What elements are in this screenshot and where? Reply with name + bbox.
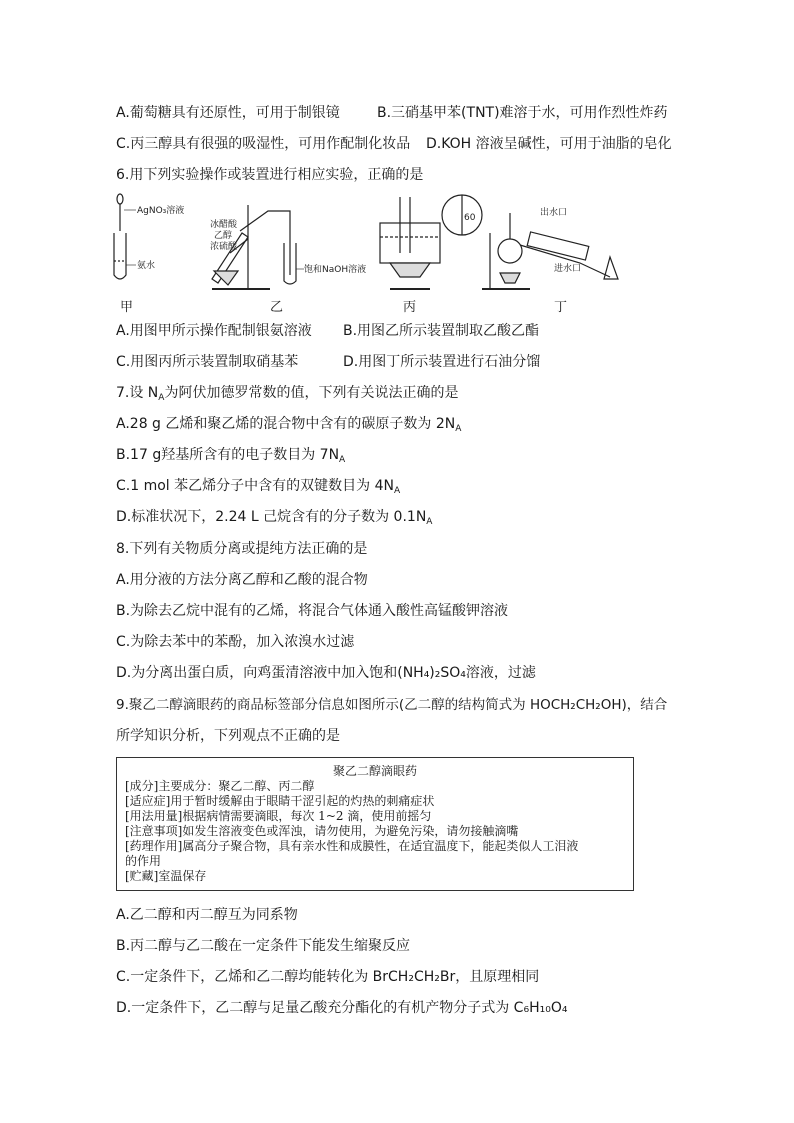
label-row: [注意事项]如发生溶液变色或浑浊，请勿使用，为避免污染，请勿接触滴嘴 (125, 824, 519, 838)
yi-reagent-2: 乙醇 (214, 231, 233, 241)
q6-stem: 6.用下列实验操作或装置进行相应实验，正确的是 (116, 167, 424, 183)
q5-option-a: A.葡萄糖具有还原性，可用于制银镜 (116, 105, 340, 121)
jia-reagent-label: AgNO₃溶液 (137, 206, 185, 216)
q6-option-b: B.用图乙所示装置制取乙酸乙酯 (343, 323, 540, 339)
jia-solution-label: 氨水 (137, 261, 156, 271)
label-row: [适应症]用于暂时缓解由于眼睛干涩引起的灼热的刺痛症状 (125, 794, 435, 808)
q8-stem: 8.下列有关物质分离或提纯方法正确的是 (116, 541, 368, 557)
q8-option-c: C.为除去苯中的苯酚，加入浓溴水过滤 (116, 634, 355, 650)
caption-ding: 丁 (554, 300, 568, 315)
bing-thermometer-reading: 60 (464, 213, 476, 223)
q5-option-d: D.KOH 溶液呈碱性，可用于油脂的皂化 (426, 136, 672, 152)
figure-jia (114, 194, 184, 279)
product-label-box (116, 757, 634, 891)
q7-option-b: B.17 g羟基所含有的电子数目为 $7N_A$ (116, 447, 346, 465)
label-row: 的作用 (125, 854, 162, 868)
label-row: [用法用量]根据病情需要滴眼，每次 1~2 滴，使用前摇匀 (125, 809, 432, 823)
yi-reagent-3: 浓硫酸 (210, 242, 238, 252)
q7-stem: 7.设 $N_A$为阿伏加德罗常数的值，下列有关说法正确的是 (116, 385, 459, 403)
yi-receiver-label: 饱和NaOH溶液 (304, 265, 367, 275)
caption-yi: 乙 (270, 300, 284, 315)
q6-option-a: A.用图甲所示操作配制银氨溶液 (116, 323, 312, 339)
label-row: [药理作用]属高分子聚合物，具有亲水性和成膜性，在适宜温度下，能起类似人工泪液 (125, 839, 579, 853)
ding-inlet-label: 进水口 (554, 264, 582, 274)
q8-option-b: B.为除去乙烷中混有的乙烯，将混合气体通入酸性高锰酸钾溶液 (116, 603, 509, 619)
label-row: [贮藏]室温保存 (125, 869, 207, 883)
figure-bing (380, 195, 482, 289)
q5-option-b: B.三硝基甲苯(TNT)难溶于水，可用作烈性炸药 (377, 105, 668, 121)
figure-yi (210, 205, 366, 289)
q8-option-a: A.用分液的方法分离乙醇和乙酸的混合物 (116, 572, 368, 588)
q5-option-c: C.丙三醇具有很强的吸湿性，可用作配制化妆品 (116, 136, 411, 152)
ding-outlet-label: 出水口 (540, 208, 568, 218)
q9-stem-line2: 所学知识分析，下列观点不正确的是 (116, 728, 340, 744)
q7-option-d: D.标准状况下，2.24 L 己烷含有的分子数为 $0.1N_A$ (116, 509, 433, 527)
q9-option-d: D.一定条件下，乙二醇与足量乙酸充分酯化的有机产物分子式为 C₆H₁₀O₄ (116, 1000, 568, 1016)
figure-ding (482, 206, 618, 289)
q7-option-a: A.28 g 乙烯和聚乙烯的混合物中含有的碳原子数为 $2N_A$ (116, 416, 462, 434)
q9-option-b: B.丙二醇与乙二酸在一定条件下能发生缩聚反应 (116, 938, 411, 954)
q6-option-d: D.用图丁所示装置进行石油分馏 (343, 354, 541, 370)
q8-option-d: D.为分离出蛋白质，向鸡蛋清溶液中加入饱和(NH₄)₂SO₄溶液，过滤 (116, 665, 536, 681)
q9-option-a: A.乙二醇和丙二醇互为同系物 (116, 907, 298, 923)
caption-jia: 甲 (120, 300, 134, 315)
q6-apparatus-figure (110, 193, 650, 305)
q7-option-c: C.1 mol 苯乙烯分子中含有的双键数目为 $4N_A$ (116, 478, 401, 496)
q9-option-c: C.一定条件下，乙烯和乙二醇均能转化为 BrCH₂CH₂Br，且原理相同 (116, 969, 540, 985)
label-row: [成分]主要成分：聚乙二醇、丙二醇 (125, 779, 315, 793)
q9-stem-line1: 9.聚乙二醇滴眼药的商品标签部分信息如图所示(乙二醇的结构简式为 HOCH₂CH₂OH)，结合 (116, 697, 668, 713)
q6-option-c: C.用图丙所示装置制取硝基苯 (116, 354, 299, 370)
yi-reagent-1: 冰醋酸 (210, 220, 238, 230)
product-label-title: 聚乙二醇滴眼药 (332, 764, 417, 778)
caption-bing: 丙 (403, 300, 417, 315)
